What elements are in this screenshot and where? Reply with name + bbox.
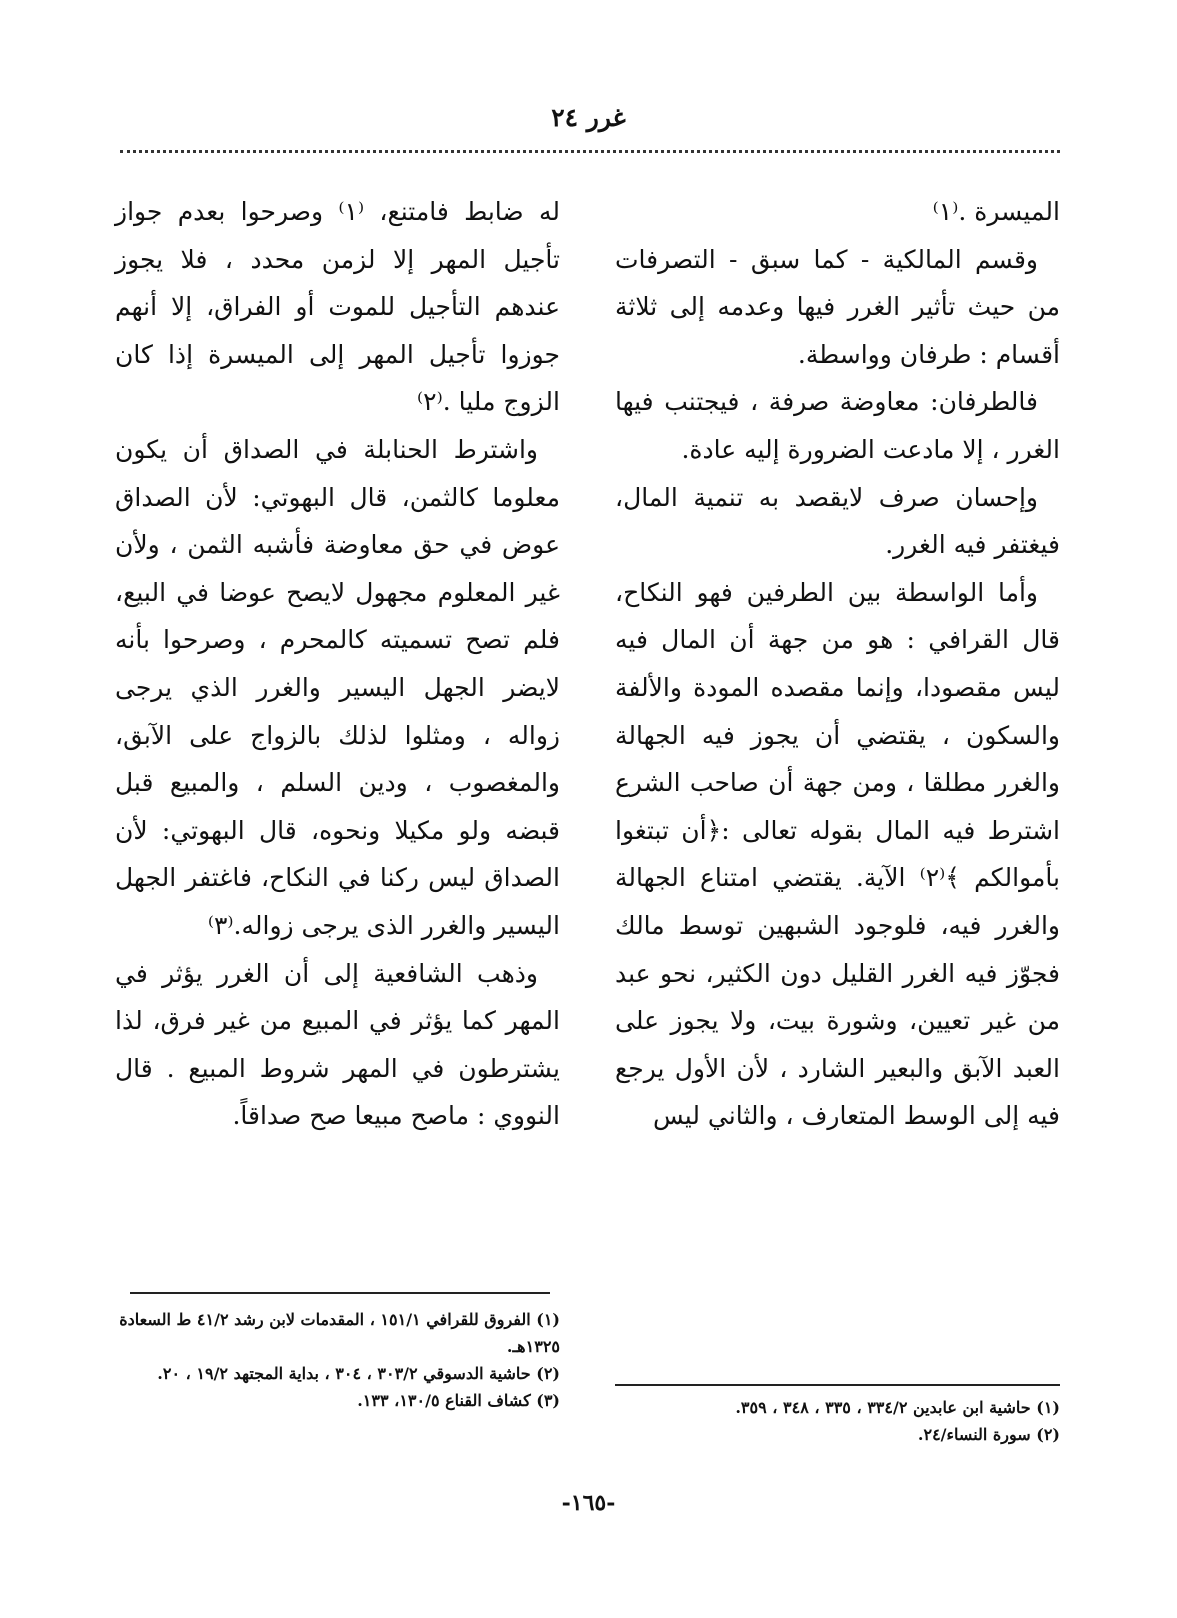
header-title: غرر ٢٤ <box>551 103 626 132</box>
footnote: (١) الفروق للقرافي ١٥١/١ ، المقدمات لابن رشد ٤١/٢ ط السعادة ١٣٢٥هـ. <box>119 1310 560 1356</box>
paragraph: فالطرفان: معاوضة صرفة ، فيجتنب فيها الغرر ، إلا مادعت الضرورة إليه عادة. <box>615 387 1060 464</box>
footnote: (١) حاشية ابن عابدين ٣٣٤/٢ ، ٣٣٥ ، ٣٤٨ ، ٣٥٩. <box>735 1398 1060 1417</box>
paragraph: له ضابط فامتنع، ⁽١⁾ وصرحوا بعدم جواز تأجيل المهر إلا لزمن محدد ، فلا يجوز عندهم التأجيل للموت أو الفراق، إلا أنهم جوزوا تأجيل المهر إلى الميسرة إذا كان الزوج مليا .⁽٢⁾ <box>115 197 560 417</box>
footnote: (٣) كشاف القناع ١٣٠/٥، ١٣٣. <box>357 1391 560 1410</box>
paragraph: وذهب الشافعية إلى أن الغرر يؤثر في المهر كما يؤثر في المبيع من غير فرق، لذا يشترطون في المهر شروط المبيع . قال النووي : ماصح مبيعا صح صداقاً. <box>115 958 560 1131</box>
footnote: (٢) سورة النساء/٢٤. <box>917 1425 1060 1444</box>
running-header <box>0 100 1177 136</box>
paragraph: وقسم المالكية - كما سبق - التصرفات من حيث تأثير الغرر فيها وعدمه إلى ثلاثة أقسام : طرفان وواسطة. <box>615 244 1060 369</box>
footnotes-left <box>115 1306 560 1414</box>
footnote-divider-right <box>615 1384 1060 1386</box>
footnotes-right <box>615 1394 1060 1448</box>
paragraph: واشترط الحنابلة في الصداق أن يكون معلوما كالثمن، قال البهوتي: لأن الصداق عوض في حق معاوضة فأشبه الثمن ، ولأن غير المعلوم مجهول لايصح عوضا في البيع، فلم تصح تسميته كالمحرم ، وصرحوا بأنه لايضر الجهل اليسير والغرر الذي يرجى زواله ، ومثلوا لذلك بالزواج على الآبق، والمغصوب ، ودين السلم ، والمبيع قبل قبضه ولو مكيلا ونحوه، قال البهوتي: لأن الصداق ليس ركنا في النكاح، فاغتفر الجهل اليسير والغرر الذى يرجى زواله.⁽٣⁾ <box>115 434 560 940</box>
footnote: (٢) حاشية الدسوقي ٣٠٣/٢ ، ٣٠٤ ، بداية المجتهد ١٩/٢ ، ٢٠. <box>157 1364 560 1383</box>
page-number: -١٦٥- <box>561 1490 616 1516</box>
header-dotted-rule <box>120 150 1060 153</box>
footnote-divider-left <box>130 1292 550 1294</box>
paragraph: وأما الواسطة بين الطرفين فهو النكاح، قال القرافي : هو من جهة أن المال فيه ليس مقصودا، وإنما مقصده المودة والألفة والسكون ، يقتضي أن يجوز فيه الجهالة والغرر مطلقا ، ومن جهة أن صاحب الشرع اشترط فيه المال بقوله تعالى :﴿أن تبتغوا بأموالكم ﴾⁽٢⁾ الآية. يقتضي امتناع الجهالة والغرر فيه، فلوجود الشبهين توسط مالك فجوّز فيه الغرر القليل دون الكثير، نحو عبد من غير تعيين، وشورة بيت، ولا يجوز على العبد الآبق والبعير الشارد ، لأن الأول يرجع فيه إلى الوسط المتعارف ، والثاني ليس <box>615 577 1060 1131</box>
paragraph: وإحسان صرف لايقصد به تنمية المال، فيغتفر فيه الغرر. <box>615 482 1060 560</box>
paragraph: الميسرة .⁽١⁾ <box>932 197 1060 226</box>
left-text-column <box>115 188 560 1140</box>
right-text-column <box>615 188 1060 1140</box>
